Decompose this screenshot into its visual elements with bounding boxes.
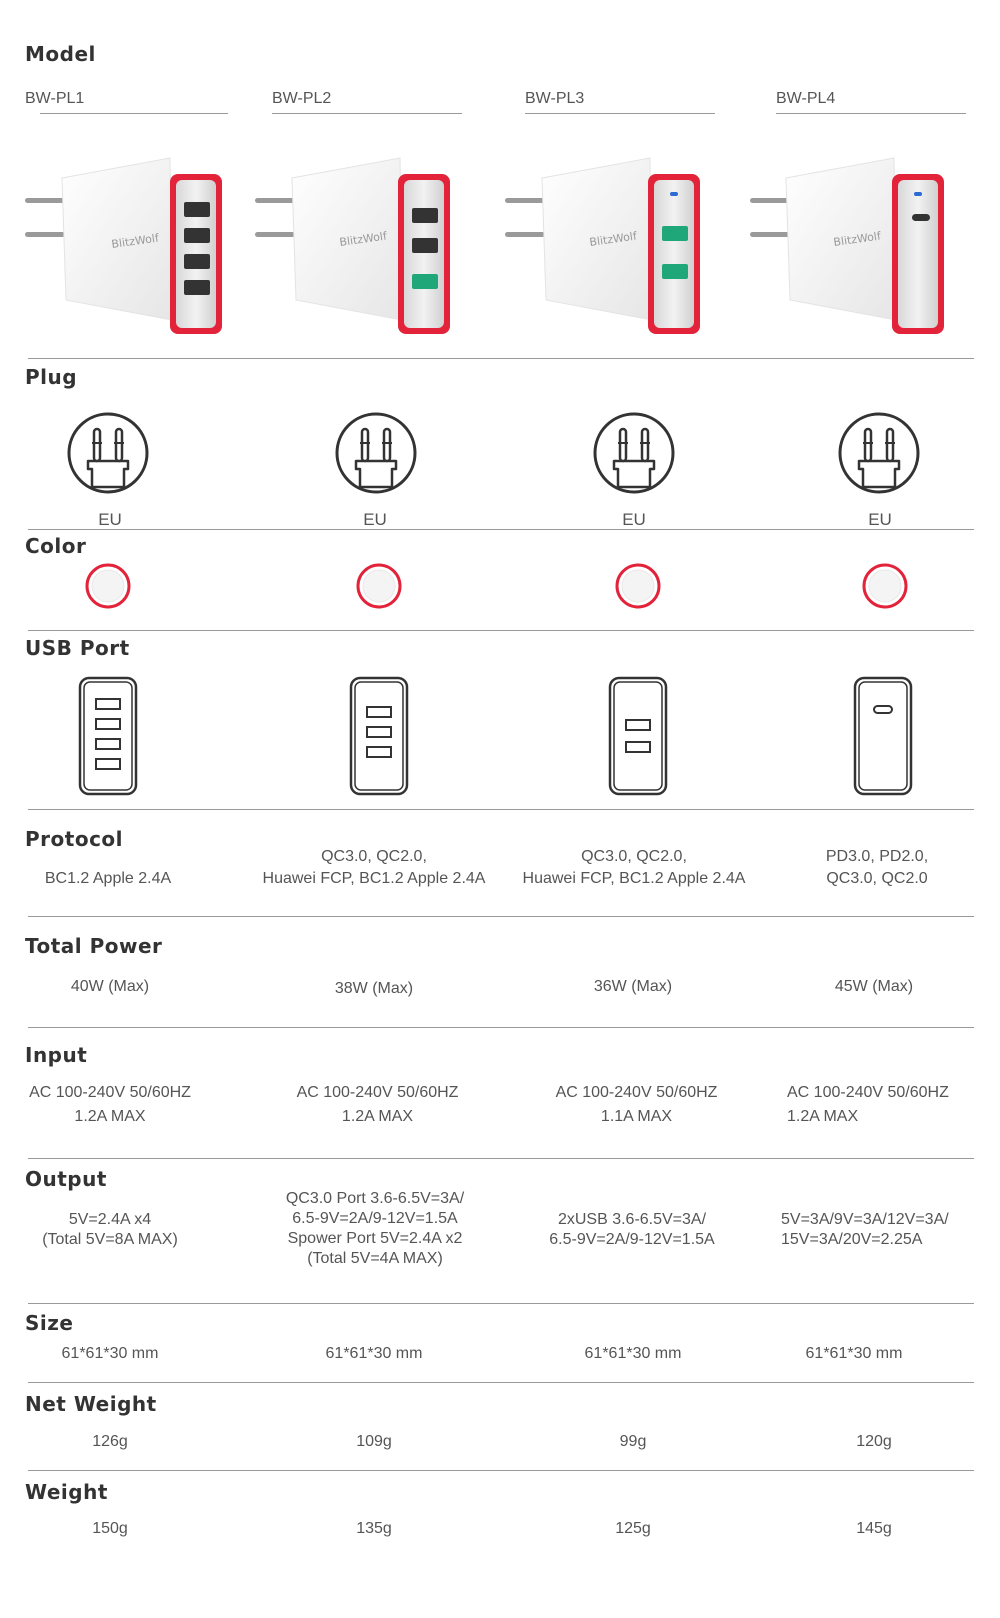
usb-port-icon-2 <box>349 676 409 796</box>
model-underline-3 <box>525 113 715 114</box>
output-value-4: 5V=3A/9V=3A/12V=3A/ 15V=3A/20V=2.25A <box>781 1211 949 1248</box>
divider <box>28 1303 974 1304</box>
model-name-2: BW-PL2 <box>272 90 332 107</box>
output-value-3: 2xUSB 3.6-6.5V=3A/ 6.5-9V=2A/9-12V=1.5A <box>549 1211 715 1248</box>
total-power-value-3: 36W (Max) <box>593 978 673 995</box>
color-heading: Color <box>25 534 87 558</box>
usb-port-heading: USB Port <box>25 636 130 660</box>
input-value-4: AC 100-240V 50/60HZ 1.2A MAX <box>787 1084 949 1125</box>
total-power-value-1: 40W (Max) <box>70 978 150 995</box>
output-heading: Output <box>25 1167 107 1191</box>
weight-value-2: 135g <box>356 1520 392 1537</box>
net-weight-value-1: 126g <box>92 1433 128 1450</box>
usb-port-icon-3 <box>608 676 668 796</box>
brand-logo-1: BlitzWolf <box>110 231 160 251</box>
model-heading: Model <box>25 42 96 66</box>
charger-image-4 <box>750 158 944 334</box>
charger-image-1 <box>25 158 222 334</box>
model-underline-1 <box>40 113 228 114</box>
divider <box>28 358 974 359</box>
output-value-2: QC3.0 Port 3.6-6.5V=3A/ 6.5-9V=2A/9-12V=1.5A Spower Port 5V=2.4A x2 (Total 5V=4A MAX) <box>285 1190 465 1267</box>
divider <box>28 630 974 631</box>
model-underline-4 <box>776 113 966 114</box>
net-weight-value-3: 99g <box>619 1433 647 1450</box>
brand-logo-3: BlitzWolf <box>588 229 638 249</box>
color-swatch-3 <box>615 563 661 609</box>
color-swatch-2 <box>356 563 402 609</box>
plug-heading: Plug <box>25 365 78 389</box>
input-value-3: AC 100-240V 50/60HZ 1.1A MAX <box>555 1084 718 1125</box>
weight-value-4: 145g <box>856 1520 892 1537</box>
size-value-3: 61*61*30 mm <box>584 1345 682 1362</box>
usb-c-port-icon-4 <box>853 676 913 796</box>
divider <box>28 809 974 810</box>
protocol-value-2: QC3.0, QC2.0, Huawei FCP, BC1.2 Apple 2.4A <box>262 848 486 887</box>
model-underline-2 <box>272 113 462 114</box>
plug-type-1: EU <box>98 510 122 529</box>
model-name-3: BW-PL3 <box>525 90 585 107</box>
eu-plug-icon-2 <box>334 411 418 495</box>
protocol-value-1: BC1.2 Apple 2.4A <box>44 870 172 887</box>
model-name-4: BW-PL4 <box>776 90 836 107</box>
net-weight-value-2: 109g <box>356 1433 392 1450</box>
weight-value-3: 125g <box>615 1520 651 1537</box>
plug-type-4: EU <box>868 510 892 529</box>
color-swatch-4 <box>862 563 908 609</box>
net-weight-value-4: 120g <box>856 1433 892 1450</box>
input-value-2: AC 100-240V 50/60HZ 1.2A MAX <box>296 1084 459 1125</box>
total-power-value-2: 38W (Max) <box>334 980 414 997</box>
divider <box>28 1382 974 1383</box>
divider <box>28 529 974 530</box>
eu-plug-icon-1 <box>66 411 150 495</box>
total-power-heading: Total Power <box>25 934 163 958</box>
weight-heading: Weight <box>25 1480 108 1504</box>
charger-image-2 <box>255 158 450 334</box>
net-weight-heading: Net Weight <box>25 1392 157 1416</box>
usb-port-icon-1 <box>78 676 138 796</box>
plug-type-3: EU <box>622 510 646 529</box>
divider <box>28 1470 974 1471</box>
size-value-2: 61*61*30 mm <box>325 1345 423 1362</box>
input-value-1: AC 100-240V 50/60HZ 1.2A MAX <box>29 1084 191 1125</box>
size-value-1: 61*61*30 mm <box>61 1345 159 1362</box>
brand-logo-2: BlitzWolf <box>338 229 388 249</box>
divider <box>28 916 974 917</box>
weight-value-1: 150g <box>92 1520 128 1537</box>
protocol-heading: Protocol <box>25 827 124 851</box>
eu-plug-icon-3 <box>592 411 676 495</box>
size-heading: Size <box>25 1311 74 1335</box>
protocol-value-4: PD3.0, PD2.0, QC3.0, QC2.0 <box>825 848 929 887</box>
protocol-value-3: QC3.0, QC2.0, Huawei FCP, BC1.2 Apple 2.4A <box>522 848 746 887</box>
divider <box>28 1158 974 1159</box>
output-value-1: 5V=2.4A x4 (Total 5V=8A MAX) <box>42 1211 178 1248</box>
eu-plug-icon-4 <box>837 411 921 495</box>
charger-image-3 <box>505 158 700 334</box>
input-heading: Input <box>25 1043 88 1067</box>
divider <box>28 1027 974 1028</box>
total-power-value-4: 45W (Max) <box>834 978 914 995</box>
charger-images <box>0 140 1000 350</box>
size-value-4: 61*61*30 mm <box>805 1345 903 1362</box>
brand-logo-4: BlitzWolf <box>832 229 882 249</box>
model-name-1: BW-PL1 <box>25 90 85 107</box>
color-swatch-1 <box>85 563 131 609</box>
plug-type-2: EU <box>363 510 387 529</box>
